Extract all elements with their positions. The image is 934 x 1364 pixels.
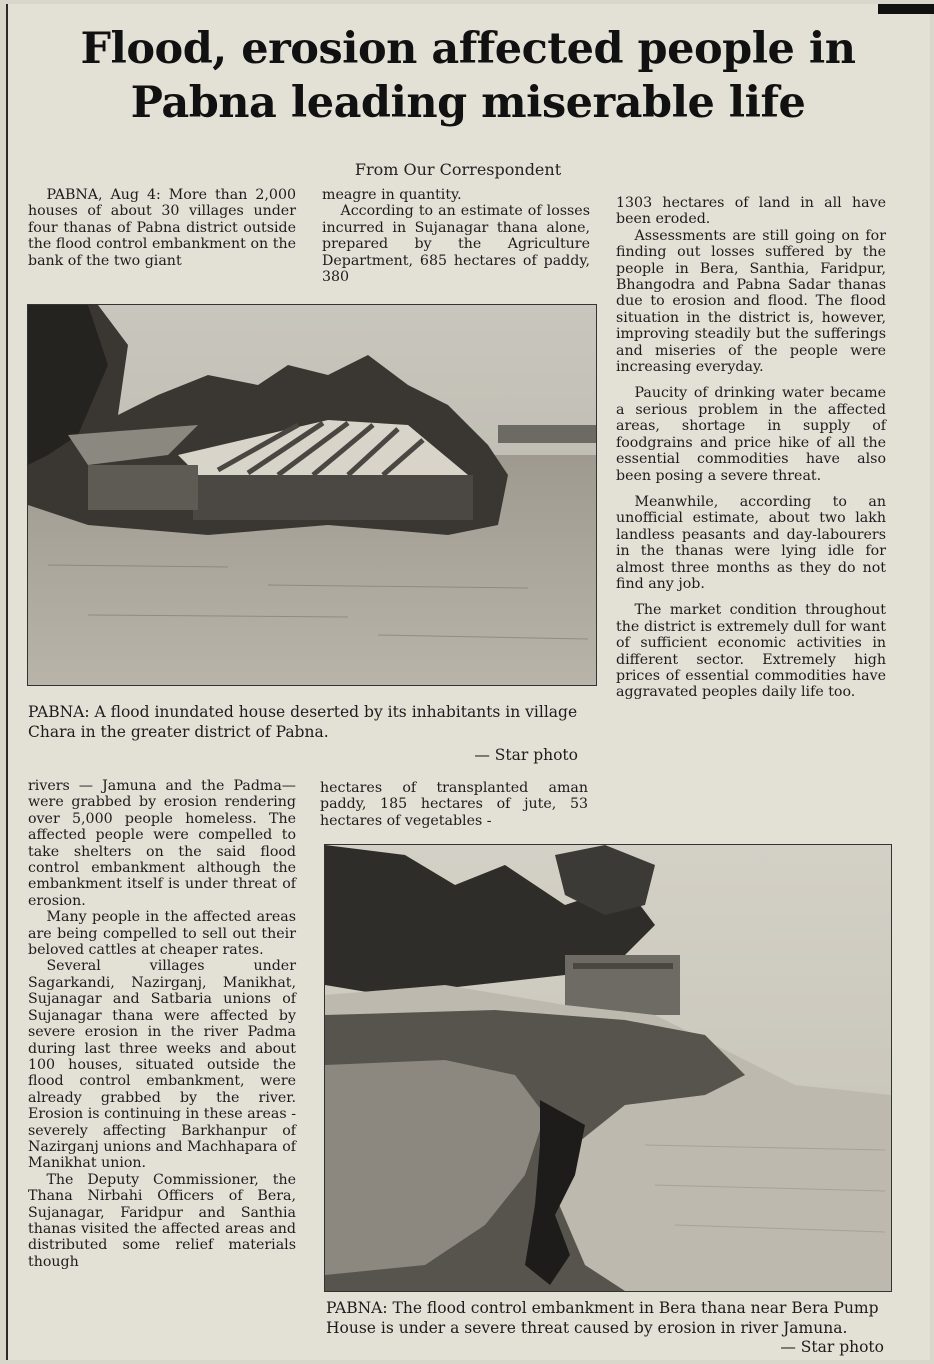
photo-2-caption: PABNA: The flood control embankment in Bera thana near Bera Pump House is under a severe threat caused by erosion in river Jamuna.: [326, 1299, 879, 1337]
photo-2-credit: — Star photo: [780, 1338, 884, 1356]
paragraph: Assessments are still going on for finding out losses suffered by the people in Bera, Santhia, Faridpur, Bhangodra and Pabna Sadar thanas due to erosion and flood. The flood situation in the district is, however, improving steadily but the sufferings and miseries of the people were increasing everyday.: [616, 227, 886, 376]
paragraph: rivers — Jamuna and the Padma— were grabbed by erosion rendering over 5,000 people homeless. The affected people were compelled to take shelters on the said flood control embankment although the embankment itself is under threat of erosion.: [28, 778, 296, 909]
newspaper-clipping: [6, 4, 930, 1360]
paragraph: The Deputy Commissioner, the Thana Nirbahi Officers of Bera, Sujanagar, Faridpur and Santhia thanas visited the affected areas and distributed some relief materials though: [28, 1171, 296, 1270]
headline: [18, 22, 918, 130]
paragraph: Several villages under Sagarkandi, Nazirganj, Manikhat, Sujanagar and Satbaria unions of Sujanagar thana were affected by severe erosion in the river Padma during last three weeks and about 100 houses, situated outside the flood control embankment, were already grabbed by the river. Erosion is continuing in these areas - severely affecting Barkhanpur of Nazirganj unions and Machhapara of Manikhat union.: [28, 958, 296, 1172]
embankment-image: [325, 845, 891, 1291]
photo-embankment-erosion: [324, 844, 892, 1292]
paragraph: 1303 hectares of land in all have been eroded.: [616, 195, 886, 228]
paragraph: meagre in quantity.: [322, 187, 462, 203]
paragraph: PABNA, Aug 4: More than 2,000 houses of about 30 villages under four thanas of Pabna district outside the flood control embankment on the bank of the two giant: [28, 187, 296, 269]
column-2-top: [322, 187, 590, 285]
paragraph: Paucity of drinking water became a serious problem in the affected areas, shortage in supply of foodgrains and price hike of all the essential commodities have also been posing a severe threat.: [616, 385, 886, 484]
headline-line-1: Flood, erosion affected people in: [80, 24, 856, 74]
column-3: [616, 195, 886, 701]
flood-house-image: [28, 305, 596, 685]
column-1-top: [28, 187, 296, 269]
paragraph: The market condition throughout the district is extremely dull for want of sufficient economic activities in different sector. Extremely high prices of essential commodities have aggravated peoples daily life too.: [616, 602, 886, 701]
paragraph: Many people in the affected areas are being compelled to sell out their beloved cattles at cheaper rates.: [28, 909, 296, 959]
headline-line-2: Pabna leading miserable life: [130, 78, 806, 128]
paragraph: According to an estimate of losses incurred in Sujanagar thana alone, prepared by the Agriculture Department, 685 hectares of paddy, 380: [322, 203, 590, 286]
paragraph: Meanwhile, according to an unofficial estimate, about two lakh landless peasants and day-labourers in the thanas were lying idle for almost three months as they do not find any job.: [616, 493, 886, 592]
photo-1-credit: — Star photo: [474, 746, 578, 764]
column-1-bottom: [28, 778, 296, 1270]
page-edge-bar: [878, 4, 934, 14]
column-2-bottom: [320, 780, 588, 829]
byline: From Our Correspondent: [354, 160, 562, 179]
photo-1-caption: PABNA: A flood inundated house deserted by its inhabitants in village Chara in the greater district of Pabna.: [28, 703, 578, 741]
paragraph: hectares of transplanted aman paddy, 185 hectares of jute, 53 hectares of vegetables -: [320, 780, 588, 829]
photo-flooded-house: [27, 304, 597, 686]
